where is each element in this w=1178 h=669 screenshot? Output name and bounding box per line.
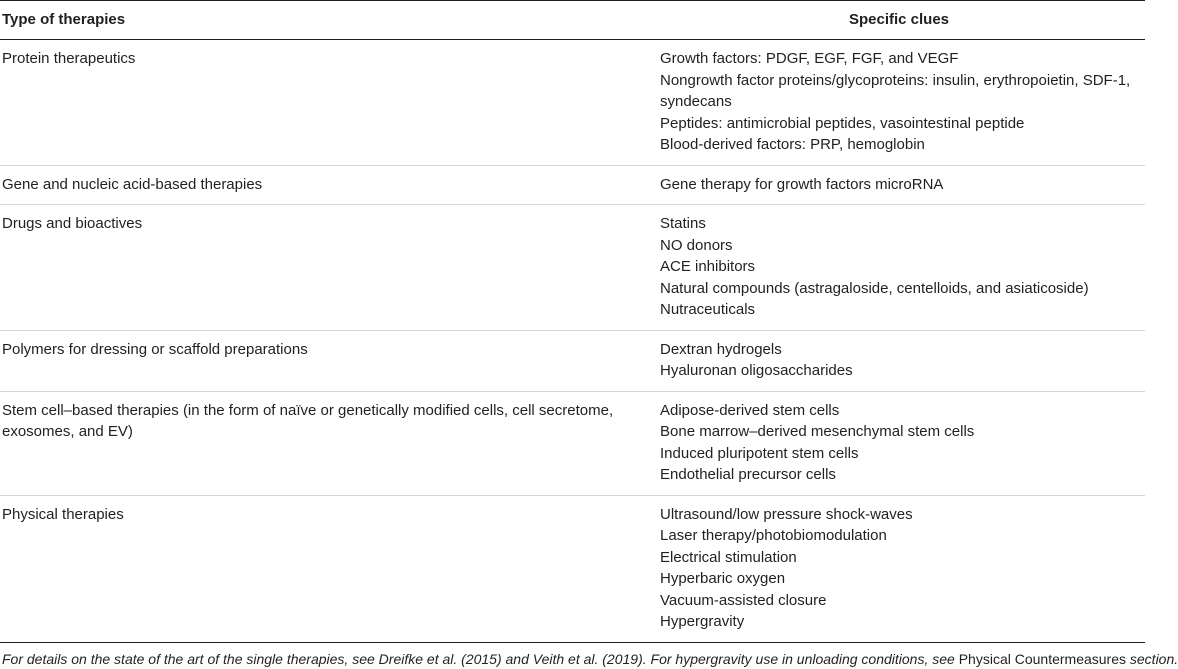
clue-item: Growth factors: PDGF, EGF, FGF, and VEGF xyxy=(660,50,959,67)
clue-item: Adipose-derived stem cells xyxy=(660,401,840,419)
table-row xyxy=(0,330,1145,391)
table-row xyxy=(0,391,1145,495)
table-row xyxy=(0,40,1145,166)
table-row xyxy=(0,205,1145,331)
therapy-type-cell: Drugs and bioactives xyxy=(2,215,143,232)
clue-item: Nutraceuticals xyxy=(660,301,756,318)
clue-item: Nongrowth factor proteins/glycoproteins: insulin, erythropoietin, SDF-1, syndecans xyxy=(660,71,1131,110)
footnote-text: For details on the state of the art of the single therapies, see Dreifke et al. (2015) and Veith et al. (2019). For hypergravity use in unloading conditions, see xyxy=(2,650,959,667)
clue-item: Blood-derived factors: PRP, hemoglobin xyxy=(660,136,925,153)
therapy-type-cell: Gene and nucleic acid-based therapies xyxy=(2,175,263,193)
table-row xyxy=(0,165,1145,205)
table-header-row xyxy=(0,1,1145,40)
clue-item: Hyaluronan oligosaccharides xyxy=(660,362,853,379)
clue-item: Bone marrow–derived mesenchymal stem cells xyxy=(660,423,975,440)
footnote-text-end: section. xyxy=(1126,650,1178,667)
clue-item: Statins xyxy=(660,215,706,232)
clue-item: ACE inhibitors xyxy=(660,258,756,275)
footnote-section-link[interactable]: Physical Countermeasures xyxy=(958,650,1126,667)
clue-item: Hypergravity xyxy=(660,613,745,630)
clue-item: Gene therapy for growth factors microRNA xyxy=(660,175,944,193)
table-row xyxy=(0,495,1145,642)
clue-item: Induced pluripotent stem cells xyxy=(660,444,859,462)
clue-item: Electrical stimulation xyxy=(660,548,797,566)
clue-item: Dextran hydrogels xyxy=(660,340,782,358)
specific-clues-cell xyxy=(653,165,1145,205)
clue-item: Ultrasound/low pressure shock-waves xyxy=(660,505,913,523)
specific-clues-cell xyxy=(653,391,1145,495)
therapy-type-cell: Polymers for dressing or scaffold preparations xyxy=(2,340,308,358)
header-type-of-therapies: Type of therapies xyxy=(2,11,126,29)
clue-item: Natural compounds (astragaloside, centelloids, and asiaticoside) xyxy=(660,279,1089,297)
clue-item: Endothelial precursor cells xyxy=(660,466,836,483)
clue-item: Vacuum-assisted closure xyxy=(660,591,827,609)
clue-item: NO donors xyxy=(660,236,733,254)
therapy-type-cell: Protein therapeutics xyxy=(2,50,136,67)
specific-clues-cell xyxy=(653,330,1145,391)
table-footnote xyxy=(0,643,1178,669)
therapy-type-cell: Physical therapies xyxy=(2,505,124,523)
clue-item: Laser therapy/photobiomodulation xyxy=(660,527,887,544)
header-specific-clues: Specific clues xyxy=(848,11,950,29)
clue-item: Hyperbaric oxygen xyxy=(660,570,786,587)
specific-clues-cell xyxy=(653,495,1145,642)
therapy-type-cell: Stem cell–based therapies (in the form of naïve or genetically modified cells, cell secretome, exosomes, and EV) xyxy=(2,401,614,440)
specific-clues-cell xyxy=(653,40,1145,166)
clue-item: Peptides: antimicrobial peptides, vasointestinal peptide xyxy=(660,114,1025,132)
specific-clues-cell xyxy=(653,205,1145,331)
